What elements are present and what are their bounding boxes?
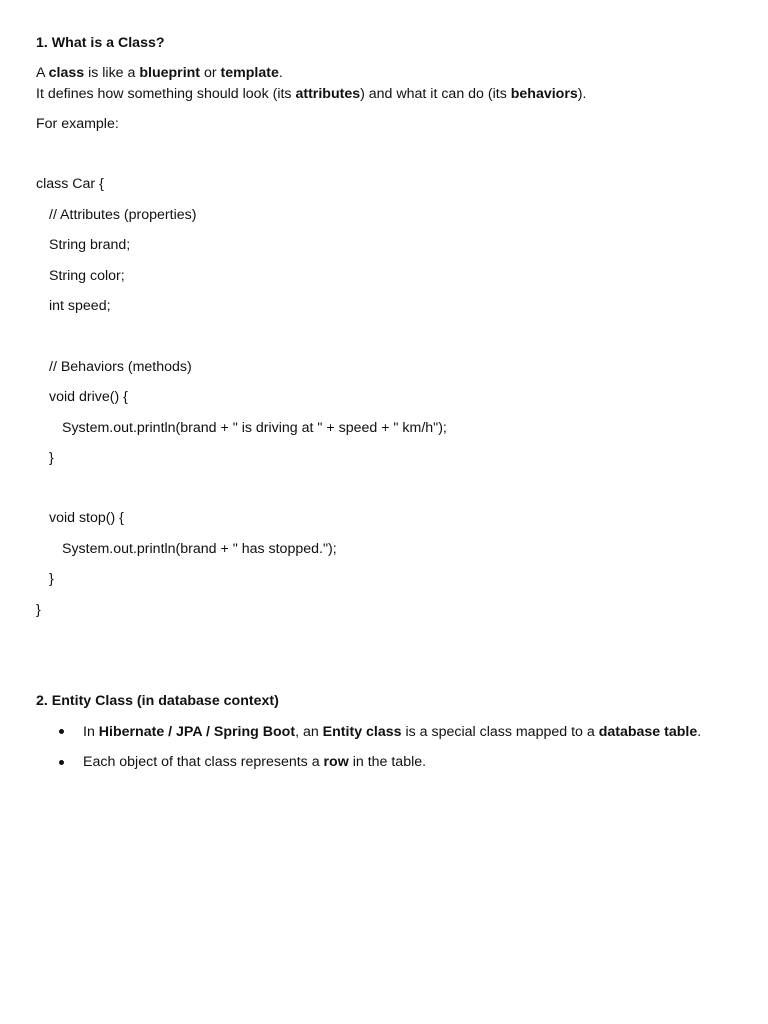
section2-heading: 2. Entity Class (in database context) (36, 693, 279, 709)
code-line: } (49, 450, 54, 466)
code-line: } (36, 602, 41, 618)
code-line: String color; (49, 268, 125, 284)
list-item-text: Each object of that class represents a row in the table. (83, 754, 427, 770)
code-line: System.out.println(brand + " has stopped."); (62, 541, 337, 557)
code-line: void stop() { (49, 510, 124, 526)
example-label: For example: (36, 116, 119, 132)
code-line: } (49, 571, 54, 587)
bullet-dot-icon (59, 760, 64, 765)
code-line: String brand; (49, 237, 131, 253)
code-line: int speed; (49, 298, 111, 314)
class-definition-paragraph: A class is like a blueprint or template. (36, 65, 283, 81)
class-defines-paragraph: It defines how something should look (its attributes) and what it can do (its behaviors). (36, 86, 587, 102)
code-line: void drive() { (49, 389, 128, 405)
section1-heading: 1. What is a Class? (36, 35, 165, 51)
list-item-text: In Hibernate / JPA / Spring Boot, an Entity class is a special class mapped to a database table. (83, 724, 702, 740)
bullet-dot-icon (59, 729, 64, 734)
code-line: System.out.println(brand + " is driving at " + speed + " km/h"); (62, 420, 447, 436)
code-line: // Behaviors (methods) (49, 359, 192, 375)
code-line: class Car { (36, 176, 104, 192)
code-line: // Attributes (properties) (49, 207, 197, 223)
